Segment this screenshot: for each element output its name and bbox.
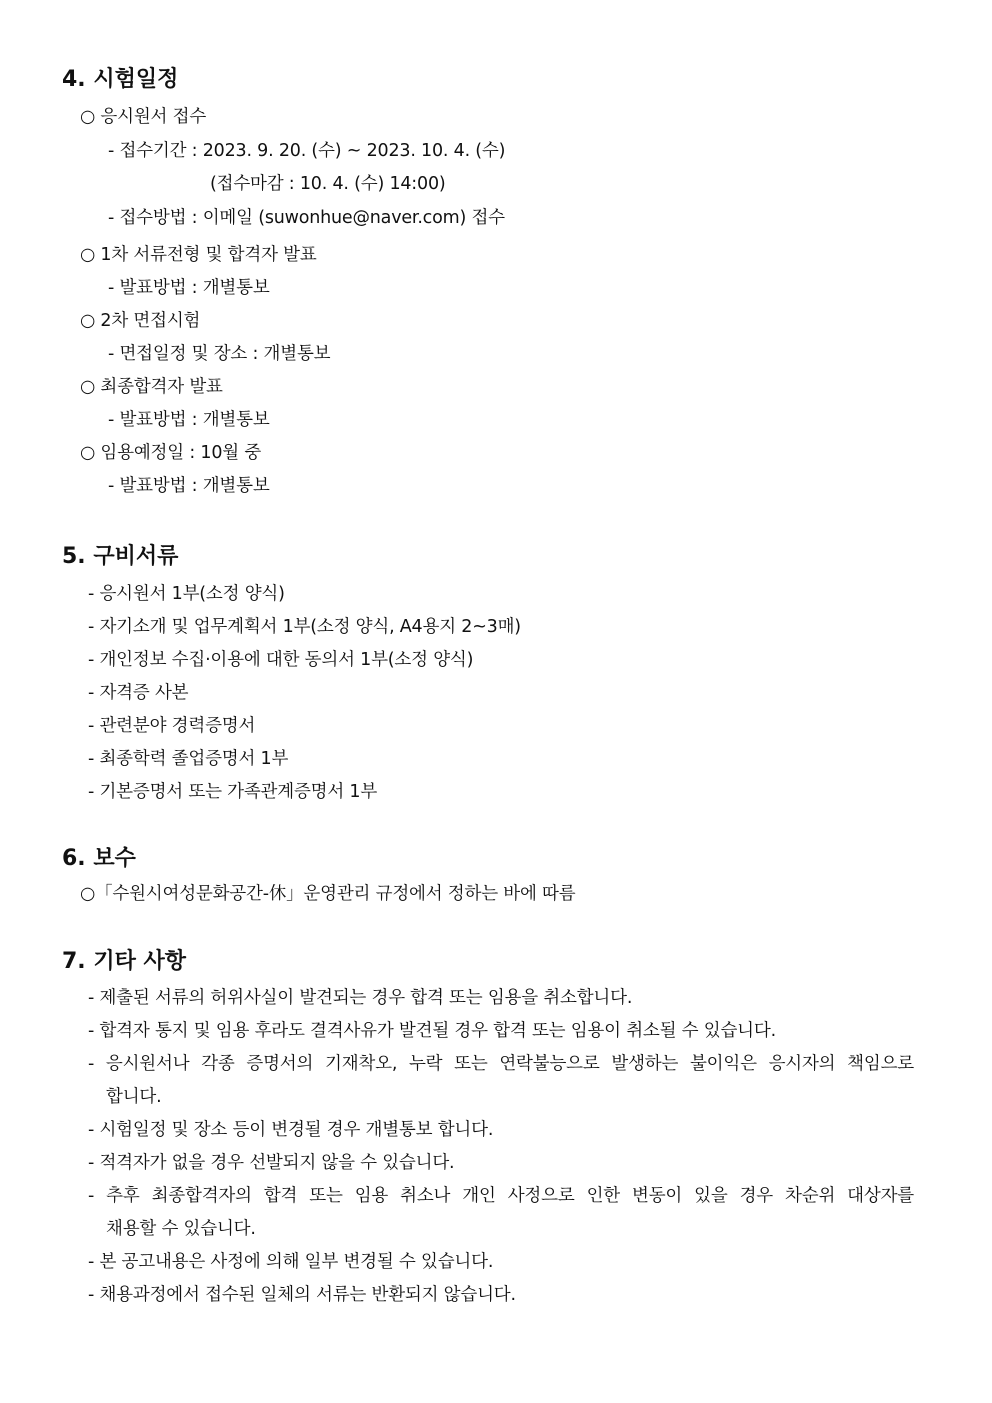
other-list-item: - 응시원서나 각종 증명서의 기재착오, 누락 또는 연락불능으로 발생하는 불이익은 응시자의 책임으로 bbox=[88, 1054, 914, 1074]
schedule-subitem: (접수마감 : 10. 4. (수) 14:00) bbox=[210, 174, 446, 194]
schedule-subitem: - 발표방법 : 개별통보 bbox=[108, 410, 270, 430]
schedule-subitem: - 면접일정 및 장소 : 개별통보 bbox=[108, 344, 331, 364]
other-list-item: - 합격자 통지 및 임용 후라도 결격사유가 발견될 경우 합격 또는 임용이 취소될 수 있습니다. bbox=[88, 1021, 776, 1041]
schedule-subitem: - 발표방법 : 개별통보 bbox=[108, 278, 270, 298]
other-list-item: - 추후 최종합격자의 합격 또는 임용 취소나 개인 사정으로 인한 변동이 있을 경우 차순위 대상자를 bbox=[88, 1186, 914, 1206]
section-heading-pay: 6. 보수 bbox=[62, 846, 136, 871]
other-list-item-continuation: 합니다. bbox=[106, 1087, 162, 1107]
document-list-item: - 자기소개 및 업무계획서 1부(소정 양식, A4용지 2~3매) bbox=[88, 617, 521, 637]
other-list-item: - 제출된 서류의 허위사실이 발견되는 경우 합격 또는 임용을 취소합니다. bbox=[88, 988, 633, 1008]
schedule-item: ○ 2차 면접시험 bbox=[80, 311, 201, 331]
document-list-item: - 응시원서 1부(소정 양식) bbox=[88, 584, 285, 604]
document-list-item: - 자격증 사본 bbox=[88, 683, 189, 703]
pay-item: ○「수원시여성문화공간-休」운영관리 규정에서 정하는 바에 따름 bbox=[80, 884, 576, 904]
other-list-item: - 본 공고내용은 사정에 의해 일부 변경될 수 있습니다. bbox=[88, 1252, 494, 1272]
document-list-item: - 최종학력 졸업증명서 1부 bbox=[88, 749, 289, 769]
schedule-item: ○ 1차 서류전형 및 합격자 발표 bbox=[80, 245, 317, 265]
section-heading-schedule: 4. 시험일정 bbox=[62, 67, 179, 92]
section-heading-other: 7. 기타 사항 bbox=[62, 949, 186, 974]
other-list-item-continuation: 채용할 수 있습니다. bbox=[106, 1219, 256, 1239]
other-list-item: - 시험일정 및 장소 등이 변경될 경우 개별통보 합니다. bbox=[88, 1120, 494, 1140]
schedule-item: ○ 응시원서 접수 bbox=[80, 107, 207, 127]
schedule-subitem: - 접수방법 : 이메일 (suwonhue@naver.com) 접수 bbox=[108, 208, 505, 228]
section-heading-documents: 5. 구비서류 bbox=[62, 544, 179, 569]
schedule-item: ○ 최종합격자 발표 bbox=[80, 377, 223, 397]
document-list-item: - 관련분야 경력증명서 bbox=[88, 716, 256, 736]
other-list-item: - 채용과정에서 접수된 일체의 서류는 반환되지 않습니다. bbox=[88, 1285, 516, 1305]
document-list-item: - 기본증명서 또는 가족관계증명서 1부 bbox=[88, 782, 378, 802]
schedule-subitem: - 발표방법 : 개별통보 bbox=[108, 476, 270, 496]
other-list-item: - 적격자가 없을 경우 선발되지 않을 수 있습니다. bbox=[88, 1153, 455, 1173]
document-list-item: - 개인정보 수집·이용에 대한 동의서 1부(소정 양식) bbox=[88, 650, 474, 670]
schedule-subitem: - 접수기간 : 2023. 9. 20. (수) ~ 2023. 10. 4. (수) bbox=[108, 141, 506, 161]
schedule-item: ○ 임용예정일 : 10월 중 bbox=[80, 443, 262, 463]
